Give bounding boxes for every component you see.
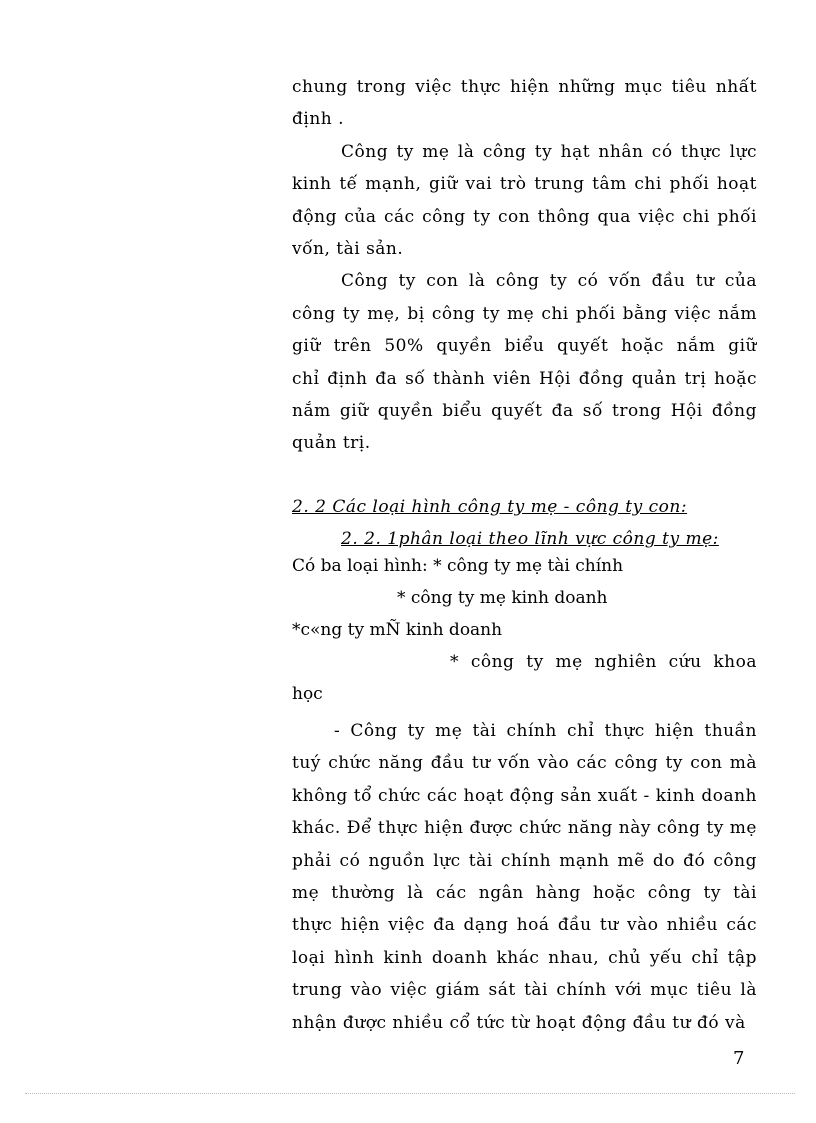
text-line: trung vào việc giám sát tài chính với mục tiêu là [292,980,757,1001]
text-line: chung trong việc thực hiện những mục tiêu nhất [292,77,757,97]
text-line: Công ty con là công ty có vốn đầu tư của [341,271,757,292]
text-line: Công ty mẹ là công ty hạt nhân có thực lực [341,141,757,162]
text-line: động của các công ty con thông qua việc chi phối [292,206,757,227]
text-line: vốn, tài sản. [292,238,404,259]
text-line: phải có nguồn lực tài chính mạnh mẽ do đó công [292,850,757,871]
section-heading: 2. 2 Các loại hình công ty mẹ - công ty con: [292,497,688,517]
text-line: giữ trên 50% quyền biểu quyết hoặc nắm giữ [292,336,757,357]
text-line: thực hiện việc đa dạng hoá đầu tư vào nhiều các [292,915,757,936]
text-line: định . [292,109,345,130]
text-line: mẹ thường là các ngân hàng hoặc công ty tài [292,882,757,903]
type-business: * công ty mẹ kinh doanh [397,588,608,608]
types-intro: Có ba loại hình: * công ty mẹ tài chính [292,556,624,576]
text-line: tuý chức năng đầu tư vốn vào các công ty con mà [292,753,757,774]
page-number: 7 [733,1048,745,1069]
text-line: quản trị. [292,433,371,454]
text-line: khác. Để thực hiện được chức năng này công ty mẹ [292,818,757,839]
text-line: nắm giữ quyền biểu quyết đa số trong Hội đồng [292,400,757,421]
subsection-heading: 2. 2. 1phân loại theo lĩnh vực công ty mẹ: [341,529,719,550]
type-research: * công ty mẹ nghiên cứu khoa [450,652,757,672]
text-line: kinh tế mạnh, giữ vai trò trung tâm chi phối hoạt [292,174,757,195]
text-line: loại hình kinh doanh khác nhau, chủ yếu chỉ tập [292,947,757,968]
text-line: - Công ty mẹ tài chính chỉ thực hiện thuần [334,721,757,741]
page-bottom-divider [25,1093,795,1094]
section-headings [292,491,757,556]
type-research-cont: học [292,684,323,704]
body-text-bottom [292,715,757,1039]
text-line: công ty mẹ, bị công ty mẹ chi phối bằng việc nắm [292,303,757,324]
body-text-top [292,71,757,460]
text-line: không tổ chức các hoạt động sản xuất - kinh doanh [292,785,757,806]
text-line: nhận được nhiều cổ tức từ hoạt động đầu tư đó và [292,1012,746,1033]
type-garbled: *c«ng ty mÑ kinh doanh [292,620,503,640]
text-line: chỉ định đa số thành viên Hội đồng quản trị hoặc [292,368,757,389]
